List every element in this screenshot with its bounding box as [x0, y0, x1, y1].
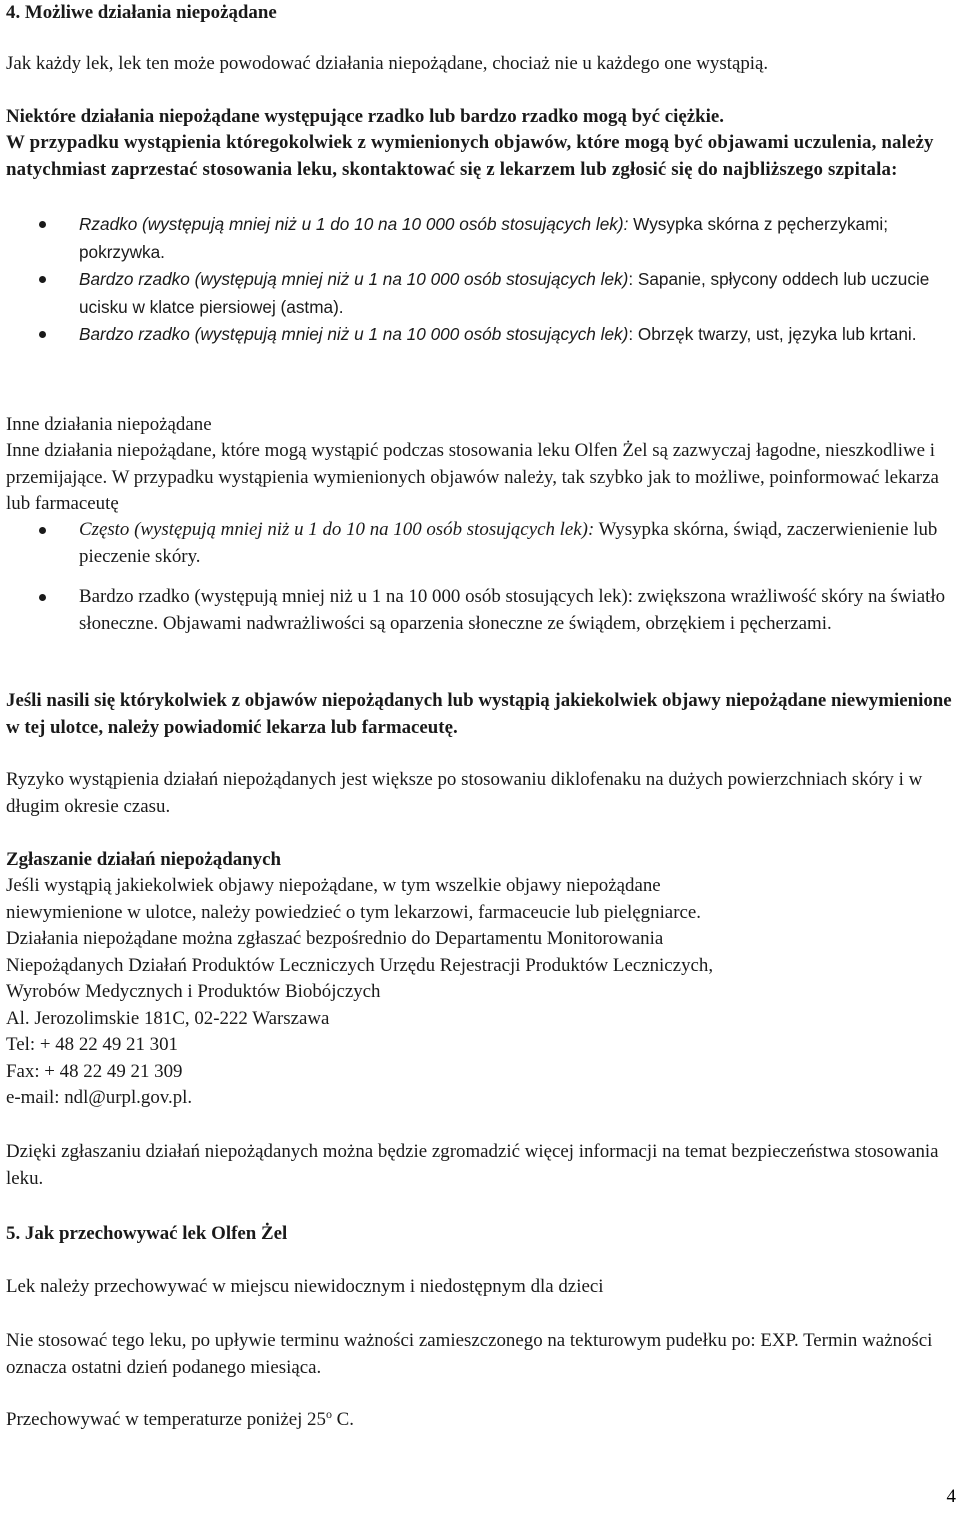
list-item	[6, 211, 954, 266]
storage-temperature: Przechowywać w temperaturze poniżej 25$^o$ C.	[6, 1407, 354, 1430]
reporting-line: niewymienione w ulotce, należy powiedzieć o tym lekarzowi, farmaceucie lub pielęgniarce.	[6, 901, 701, 923]
degree-sign: o	[325, 1407, 332, 1421]
email-line: e-mail: ndl@urpl.gov.pl.	[6, 1087, 193, 1108]
risk-note: Ryzyko wystąpienia działań niepożądanych jest większe po stosowaniu diklofenaku na dużych powierzchniach skóry i w długim okresie czasu.	[6, 769, 923, 817]
list-item	[6, 266, 954, 321]
bullet-icon	[39, 594, 46, 601]
fax-line: Fax: + 48 22 49 21 309	[6, 1060, 183, 1082]
reporting-closing: Dzięki zgłaszaniu działań niepożądanych można będzie zgromadzić więcej informacji na temat bezpieczeństwa stosowania leku.	[6, 1141, 939, 1189]
bullet-icon	[39, 331, 46, 338]
reporting-line: Działania niepożądane można zgłaszać bezpośrednio do Departamentu Monitorowania	[6, 928, 664, 949]
serious-effects-list	[6, 211, 954, 349]
bullet-icon	[39, 276, 46, 283]
serious-body: W przypadku wystąpienia któregokolwiek z wymienionych objawów, które mogą być objawami uczulenia, należy natychmiast zaprzestać stosowania leku, skontaktować się z lekarzem lub zgłosić się do najbliższego szpitala:	[6, 132, 934, 180]
phone-line: Tel: + 48 22 49 21 301	[6, 1034, 178, 1055]
effect-text: : zwiększona wrażliwość skóry na światło słoneczne. Objawami nadwrażliwości są oparzenia słoneczne ze świądem, obrzękiem i pęcherzami.	[79, 586, 946, 634]
effect-text: Wysypka skórna z pęcherzykami; pokrzywka.	[79, 214, 889, 262]
list-item	[6, 517, 954, 570]
effect-text: : Sapanie, spłycony oddech lub uczucie ucisku w klatce piersiowej (astma).	[79, 269, 930, 317]
frequency-label: Bardzo rzadko (występują mniej niż u 1 na 10 000 osób stosujących lek)	[79, 324, 629, 344]
bullet-icon	[39, 221, 46, 228]
effect-text: Wysypka skórna, świąd, zaczerwienienie lub pieczenie skóry.	[79, 519, 938, 567]
other-effects-body: Inne działania niepożądane, które mogą wystąpić podczas stosowania leku Olfen Żel są zazwyczaj łagodne, nieszkodliwe i przemijające. W przypadku wystąpienia wymienionych objawów należy, tak szybko jak to możliwe, poinformować lekarza lub farmaceutę	[6, 440, 939, 514]
address-line: Al. Jerozolimskie 181C, 02-222 Warszawa	[6, 1007, 330, 1029]
other-effects-list	[6, 517, 954, 637]
bullet-icon	[39, 527, 46, 534]
serious-intro: Niektóre działania niepożądane występujące rzadko lub bardzo rzadko mogą być ciężkie.	[6, 106, 724, 127]
reporting-contact-block	[6, 873, 954, 1112]
reporting-line: Jeśli wystąpią jakiekolwiek objawy niepożądane, w tym wszelkie objawy niepożądane	[6, 875, 661, 896]
frequency-label: Bardzo rzadko (występują mniej niż u 1 na 10 000 osób stosujących lek)	[79, 269, 629, 289]
frequency-label: Bardzo rzadko (występują mniej niż u 1 na 10 000 osób stosujących lek)	[79, 586, 628, 607]
section-4-heading: 4. Możliwe działania niepożądane	[6, 2, 277, 23]
storage-expiry: Nie stosować tego leku, po upływie terminu ważności zamieszczonego na tekturowym pudełku po: EXP. Termin ważności oznacza ostatni dzień podanego miesiąca.	[6, 1330, 933, 1378]
frequency-label: Rzadko (występują mniej niż u 1 do 10 na 10 000 osób stosujących lek):	[79, 214, 629, 234]
storage-children: Lek należy przechowywać w miejscu niewidocznym i niedostępnym dla dzieci	[6, 1276, 604, 1297]
list-item	[6, 584, 954, 637]
section-4-intro: Jak każdy lek, lek ten może powodować działania niepożądane, chociaż nie u każdego one wystąpią.	[6, 53, 769, 74]
list-item	[6, 321, 954, 349]
other-effects-heading: Inne działania niepożądane	[6, 414, 212, 435]
reporting-heading: Zgłaszanie działań niepożądanych	[6, 849, 282, 870]
page-number: 4	[946, 1486, 956, 1507]
frequency-label: Często (występują mniej niż u 1 do 10 na 100 osób stosujących lek):	[79, 519, 595, 540]
reporting-line: Niepożądanych Działań Produktów Leczniczych Urzędu Rejestracji Produktów Leczniczych,	[6, 954, 714, 976]
reporting-line: Wyrobów Medycznych i Produktów Biobójczych	[6, 981, 381, 1002]
report-notice: Jeśli nasili się którykolwiek z objawów niepożądanych lub wystąpią jakiekolwiek objawy niepożądane niewymienione w tej ulotce, należy powiadomić lekarza lub farmaceutę.	[6, 690, 952, 738]
effect-text: : Obrzęk twarzy, ust, języka lub krtani.	[628, 324, 917, 344]
section-5-heading: 5. Jak przechowywać lek Olfen Żel	[6, 1223, 288, 1244]
